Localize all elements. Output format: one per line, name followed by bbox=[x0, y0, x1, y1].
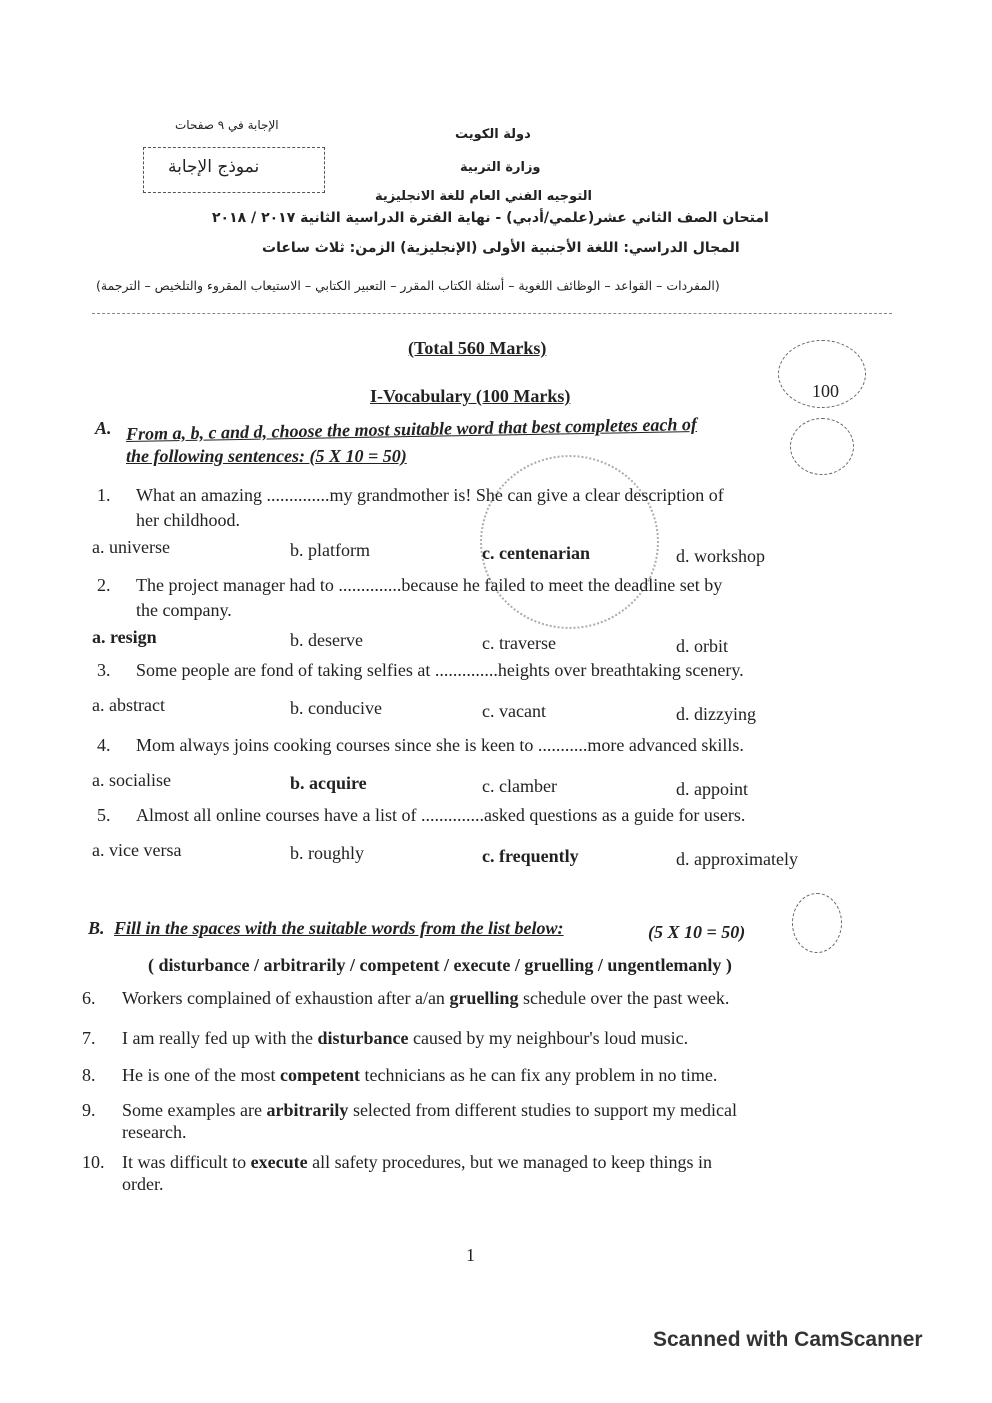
question-text: The project manager had to ..............because he failed to meet the deadline set by bbox=[136, 575, 723, 595]
question-text: Almost all online courses have a list of ..............asked questions as a guide for users. bbox=[136, 805, 746, 825]
question-number: 3. bbox=[97, 660, 111, 680]
section-score: 100 bbox=[812, 381, 839, 401]
sentence-text: I am really fed up with the bbox=[122, 1028, 318, 1048]
part-b-instruction: Fill in the spaces with the suitable words from the list below: bbox=[114, 918, 564, 938]
answer-word: competent bbox=[279, 1065, 360, 1085]
sentence-text: all safety procedures, but we managed to keep things in bbox=[307, 1152, 713, 1172]
question-number: 5. bbox=[97, 805, 111, 825]
part-a-instruction: From a, b, c and d, choose the most suitable word that best completes each of bbox=[125, 414, 698, 444]
subject-line: المجال الدراسي: اللغة الأجنبية الأولى (الإنجليزية) الزمن: ثلاث ساعات bbox=[262, 240, 740, 256]
part-b-letter: B. bbox=[88, 918, 105, 938]
sentence-continued: order. bbox=[122, 1174, 164, 1194]
sentence-text: technicians as he can fix any problem in no time. bbox=[359, 1065, 718, 1085]
part-a-instruction-2: the following sentences: (5 X 10 = 50) bbox=[126, 446, 407, 466]
ministry-name: وزارة التربية bbox=[460, 160, 541, 175]
section-title: I-Vocabulary (100 Marks) bbox=[370, 386, 571, 406]
total-marks: (Total 560 Marks) bbox=[408, 338, 547, 358]
question-number: 1. bbox=[97, 485, 111, 505]
answer-word: execute bbox=[250, 1152, 308, 1172]
question-text-continued: the company. bbox=[136, 600, 232, 620]
answer-word: gruelling bbox=[449, 988, 519, 1008]
divider bbox=[92, 313, 892, 314]
camscanner-watermark: Scanned with CamScanner bbox=[653, 1328, 923, 1351]
exam-title: امتحان الصف الثاني عشر(علمي/أدبي) - نهاية الفترة الدراسية الثانية ٢٠١٧ / ٢٠١٨ bbox=[212, 210, 769, 226]
pages-note: الإجابة في ٩ صفحات bbox=[175, 118, 279, 132]
school-stamp bbox=[480, 455, 659, 629]
sentence-number: 10. bbox=[82, 1152, 105, 1172]
part-a-letter: A. bbox=[95, 418, 112, 438]
answer-option: d. workshop bbox=[676, 546, 765, 566]
sentence bbox=[122, 1152, 712, 1173]
answer-word: disturbance bbox=[317, 1028, 409, 1048]
answer-option: a. socialise bbox=[92, 770, 171, 790]
answer-option: c. vacant bbox=[482, 701, 546, 721]
question-text-continued: her childhood. bbox=[136, 510, 240, 530]
answer-option: a. abstract bbox=[92, 695, 165, 715]
question-number: 4. bbox=[97, 735, 111, 755]
question-text: Some people are fond of taking selfies at ..............heights over breathtaking scenery. bbox=[136, 660, 744, 680]
sentence-text: selected from different studies to support my medical bbox=[348, 1100, 738, 1120]
word-list: ( disturbance / arbitrarily / competent / execute / gruelling / ungentlemanly ) bbox=[148, 955, 732, 975]
sentence-number: 6. bbox=[82, 988, 96, 1008]
part-b-score-circle bbox=[792, 893, 842, 953]
answer-option: a. resign bbox=[92, 627, 157, 647]
answer-option: c. traverse bbox=[482, 633, 556, 653]
part-a-score-circle bbox=[790, 418, 854, 475]
sentence bbox=[122, 988, 729, 1009]
sentence-text: caused by my neighbour's loud music. bbox=[408, 1028, 689, 1048]
question-text: What an amazing ..............my grandmother is! She can give a clear description of bbox=[136, 485, 724, 505]
answer-option: d. orbit bbox=[676, 636, 728, 656]
sentence bbox=[122, 1028, 688, 1049]
sentence bbox=[122, 1100, 737, 1121]
answer-option: d. dizzying bbox=[676, 704, 756, 724]
answer-option: b. acquire bbox=[290, 773, 367, 793]
supervision-name: التوجيه الفني العام للغة الانجليزية bbox=[375, 189, 592, 204]
answer-option: b. conducive bbox=[290, 698, 382, 718]
answer-option: d. approximately bbox=[676, 849, 798, 869]
sentence-number: 8. bbox=[82, 1065, 96, 1085]
answer-option: a. universe bbox=[92, 537, 170, 557]
sentence-text: schedule over the past week. bbox=[518, 988, 730, 1008]
state-name: دولة الكويت bbox=[455, 127, 531, 142]
answer-option: b. deserve bbox=[290, 630, 363, 650]
sentence-text: Workers complained of exhaustion after a/an bbox=[122, 988, 450, 1008]
answer-option: c. centenarian bbox=[482, 543, 590, 563]
answer-option: a. vice versa bbox=[92, 840, 182, 860]
sentence-continued: research. bbox=[122, 1122, 187, 1142]
answer-option: c. frequently bbox=[482, 846, 579, 866]
answer-option: b. roughly bbox=[290, 843, 364, 863]
part-b-marks: (5 X 10 = 50) bbox=[648, 922, 746, 942]
answer-option: b. platform bbox=[290, 540, 370, 560]
sentence-text: Some examples are bbox=[122, 1100, 267, 1120]
sentence-number: 9. bbox=[82, 1100, 96, 1120]
answer-model-label: نموذج الإجابة bbox=[168, 157, 260, 177]
question-text: Mom always joins cooking courses since she is keen to ...........more advanced skills. bbox=[136, 735, 744, 755]
question-number: 2. bbox=[97, 575, 111, 595]
sentence-text: It was difficult to bbox=[122, 1152, 251, 1172]
answer-option: c. clamber bbox=[482, 776, 557, 796]
sentence bbox=[122, 1065, 717, 1086]
page-number: 1 bbox=[466, 1245, 475, 1265]
answer-word: arbitrarily bbox=[266, 1100, 349, 1120]
components-line: (المفردات – القواعد – الوظائف اللغوية – أسئلة الكتاب المقرر – التعبير الكتابي – الاستيعاب المقروء والتلخيص – الترجمة) bbox=[96, 278, 720, 293]
answer-option: d. appoint bbox=[676, 779, 748, 799]
sentence-text: He is one of the most bbox=[122, 1065, 280, 1085]
sentence-number: 7. bbox=[82, 1028, 96, 1048]
